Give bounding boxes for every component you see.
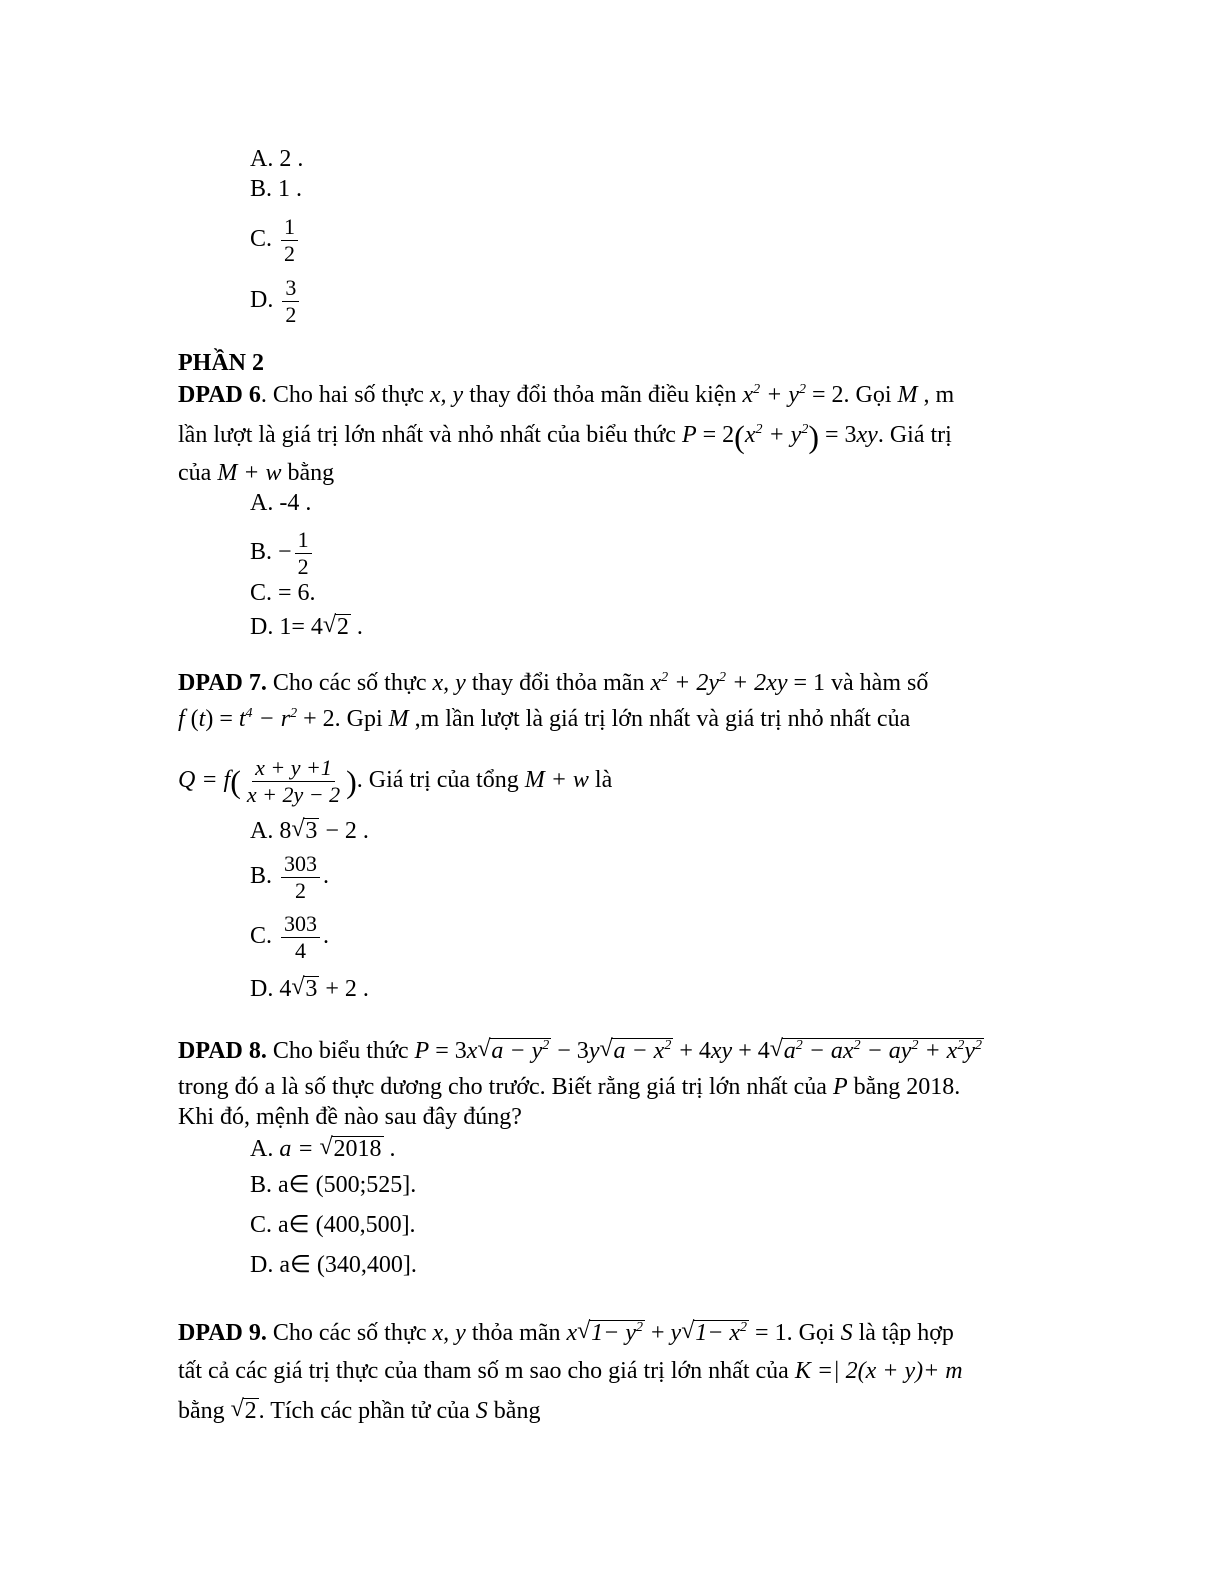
q6-line-1: DPAD 6. Cho hai số thực x, y thay đổi thỏa mãn điều kiện $x^2 + y^2 = 2$. Gọi M , m — [178, 382, 955, 408]
option-label: C. — [250, 226, 273, 253]
q6-option-a — [250, 488, 311, 518]
option-label: B. — [250, 863, 273, 890]
text: . Gọi — [843, 382, 898, 408]
text: thay đổi thỏa mãn — [465, 670, 651, 696]
denominator: 2 — [285, 302, 297, 327]
math: M + w — [217, 460, 282, 486]
text: tất cả các giá trị thực của tham số m sao cho giá trị lớn nhất của — [178, 1358, 795, 1384]
text: thỏa mãn — [465, 1320, 567, 1346]
q9-line-3 — [178, 1396, 540, 1426]
math: x, y — [432, 670, 466, 696]
sqrt: √ $a^2 - ax^2 - ay^2 + x^2y^2$ — [770, 1036, 984, 1066]
option-label: D. — [250, 976, 274, 1002]
text: Khi đó, mệnh đề nào sau đây đúng? — [178, 1104, 522, 1130]
q8-option-a — [250, 1134, 396, 1164]
text: Cho các số thực — [266, 1320, 433, 1346]
question-label: DPAD 9. — [178, 1320, 267, 1346]
math: Q = f — [178, 767, 231, 794]
q7-line-2: f $(t) = t^4 - r^2 + 2$. Gpi M ,m lần lượt là giá trị lớn nhất và giá trị nhỏ nhất của — [178, 706, 911, 732]
numerator: 1 — [295, 528, 312, 554]
math: $x^2 + 2y^2 + 2xy$ — [650, 670, 788, 696]
q9-line-1: DPAD 9. Cho các số thực x, y thỏa mãn x√ $1- y^2 + y√$ $1- x^2 = 1$. Gọi S là tập hợp — [178, 1318, 954, 1348]
text: ,m lần lượt là giá trị lớn nhất và giá trị nhỏ nhất của — [408, 706, 911, 732]
sqrt: √ $1- x^2$ — [681, 1318, 749, 1348]
text: bằng — [487, 1398, 541, 1424]
radicand: 2 — [336, 614, 349, 640]
question-label: DPAD 6 — [178, 382, 261, 408]
sqrt — [320, 1134, 384, 1164]
fraction — [281, 912, 320, 963]
option-d — [250, 276, 302, 327]
text: trong đó a là số thực dương cho trước. Biết rằng giá trị lớn nhất của — [178, 1074, 833, 1100]
option-label: A. — [250, 818, 274, 844]
math: a∈ (340,400]. — [279, 1252, 417, 1278]
text: là tập hợp — [852, 1320, 954, 1346]
math: S — [840, 1320, 853, 1346]
q6-line-2: lần lượt là giá trị lớn nhất và nhỏ nhất của biểu thức $P = 2(x^2 + y^2) = 3xy$. Giá trị — [178, 418, 952, 455]
math: 1= 4 — [279, 614, 323, 640]
q6-option-b — [250, 528, 315, 579]
math: f — [178, 706, 185, 732]
text: và hàm số — [825, 670, 929, 696]
math: M — [388, 706, 409, 732]
math: P — [832, 1074, 848, 1100]
q7-option-a — [250, 816, 369, 846]
math: 8 — [279, 818, 292, 844]
q6-line-3 — [178, 458, 334, 488]
math: a∈ (500;525]. — [278, 1172, 417, 1198]
text: lần lượt là giá trị lớn nhất và nhỏ nhất của biểu thức — [178, 422, 682, 448]
radicand: 2018 — [333, 1136, 382, 1162]
q8-option-c — [250, 1210, 416, 1240]
math: M — [897, 382, 918, 408]
denominator: 4 — [295, 938, 307, 963]
q7-option-c: C. $\frac{303}{4}$ . — [250, 911, 330, 963]
denominator: 2 — [284, 241, 296, 266]
option-text: A. 2 . — [250, 146, 304, 172]
option-text: A. -4 . — [250, 490, 312, 516]
sqrt — [323, 612, 351, 642]
sqrt: √ $a - y^2$ — [477, 1036, 551, 1066]
option-label: B. — [250, 539, 273, 566]
radicand: 3 — [305, 818, 318, 844]
option-label: C. — [250, 1212, 273, 1238]
option-text: B. 1 . — [250, 176, 303, 202]
section-title: PHẦN 2 — [178, 350, 264, 376]
fraction — [295, 528, 312, 579]
numerator: 303 — [281, 912, 320, 938]
text: . Giá trị của tổng — [356, 767, 525, 794]
radicand: 3 — [305, 976, 318, 1002]
text: . Tích các phần tử của — [258, 1398, 476, 1424]
q6-option-c — [250, 578, 316, 608]
fraction — [244, 756, 343, 807]
math: K =| 2(x + y)+ m — [794, 1358, 963, 1384]
math: S — [475, 1398, 488, 1424]
option-text: C. = 6. — [250, 580, 316, 606]
text: thay đổi thỏa mãn điều kiện — [463, 382, 743, 408]
option-label: D. — [250, 287, 274, 314]
text: là — [588, 767, 613, 794]
text: . Gọi — [786, 1320, 841, 1346]
option-label: D. — [250, 614, 274, 640]
numerator: 1 — [281, 215, 298, 241]
denominator: 2 — [297, 554, 309, 579]
sqrt: √ $1- y^2$ — [577, 1318, 645, 1348]
text: + 2 . — [319, 976, 369, 1002]
denominator: 2 — [295, 878, 307, 903]
math: P — [414, 1038, 430, 1064]
sign: − — [278, 539, 292, 566]
fraction — [281, 215, 298, 266]
q8-option-b — [250, 1170, 416, 1200]
q6-option-d — [250, 612, 363, 642]
text: − 2 . — [319, 818, 369, 844]
math: x, y — [429, 382, 464, 408]
option-label: D. — [250, 1252, 274, 1278]
text: bằng — [178, 1398, 231, 1424]
q8-line-2 — [178, 1072, 960, 1102]
q8-line-3 — [178, 1102, 522, 1132]
math: 4 — [279, 976, 292, 1002]
sqrt — [231, 1396, 259, 1426]
denominator: x + 2y − 2 — [246, 782, 341, 807]
text: Cho các số thực — [266, 670, 433, 696]
q7-option-b: B. $\frac{303}{2}$ . — [250, 851, 330, 903]
q7-line-3: Q = f( $\frac{x + y +1}{x + 2y - 2}$ ). Giá trị của tổng M + w là — [178, 755, 613, 807]
q8-option-d — [250, 1250, 417, 1280]
fraction — [282, 276, 299, 327]
option-label: A. — [250, 1136, 274, 1162]
text: của — [178, 460, 218, 486]
radicand: 2 — [244, 1398, 257, 1424]
option-c — [250, 215, 301, 266]
math: x, y — [432, 1320, 466, 1346]
text: . Cho hai số thực — [260, 382, 430, 408]
math: a = — [279, 1136, 320, 1162]
numerator: 303 — [281, 852, 320, 878]
math: a∈ (400,500]. — [278, 1212, 416, 1238]
q7-option-d — [250, 974, 369, 1004]
text: . — [350, 614, 363, 640]
math: x — [566, 1320, 578, 1346]
text: . Gpi — [334, 706, 389, 732]
option-a — [250, 144, 303, 174]
question-label: DPAD 7. — [178, 670, 267, 696]
text: Cho biểu thức — [266, 1038, 415, 1064]
q8-line-1: DPAD 8. Cho biểu thức P = 3x√ $a - y^2 - 3y√$ $a - x^2 + 4xy + 4√$ $a^2 - ax^2 - ay^2 + x^2y^2$ — [178, 1036, 984, 1066]
fraction — [281, 852, 320, 903]
question-label: DPAD 8. — [178, 1038, 267, 1064]
math: P — [681, 422, 697, 448]
numerator: x + y +1 — [252, 756, 335, 782]
text: . Giá trị — [877, 422, 952, 448]
sqrt — [291, 974, 319, 1004]
sqrt: √ $a - x^2$ — [599, 1036, 673, 1066]
text: bằng 2018. — [847, 1074, 961, 1100]
text: , m — [917, 382, 955, 408]
text: bằng — [281, 460, 335, 486]
option-label: C. — [250, 923, 273, 950]
option-label: B. — [250, 1172, 273, 1198]
math: M + w — [524, 767, 589, 794]
sqrt — [291, 816, 319, 846]
q7-line-1: DPAD 7. Cho các số thực x, y thay đổi thỏa mãn $x^2 + 2y^2 + 2xy = 1$ và hàm số — [178, 670, 929, 696]
numerator: 3 — [282, 276, 299, 302]
math: $x^2 + y^2$ — [742, 382, 806, 408]
text: . — [383, 1136, 396, 1162]
option-b — [250, 174, 302, 204]
q9-line-2 — [178, 1356, 963, 1386]
